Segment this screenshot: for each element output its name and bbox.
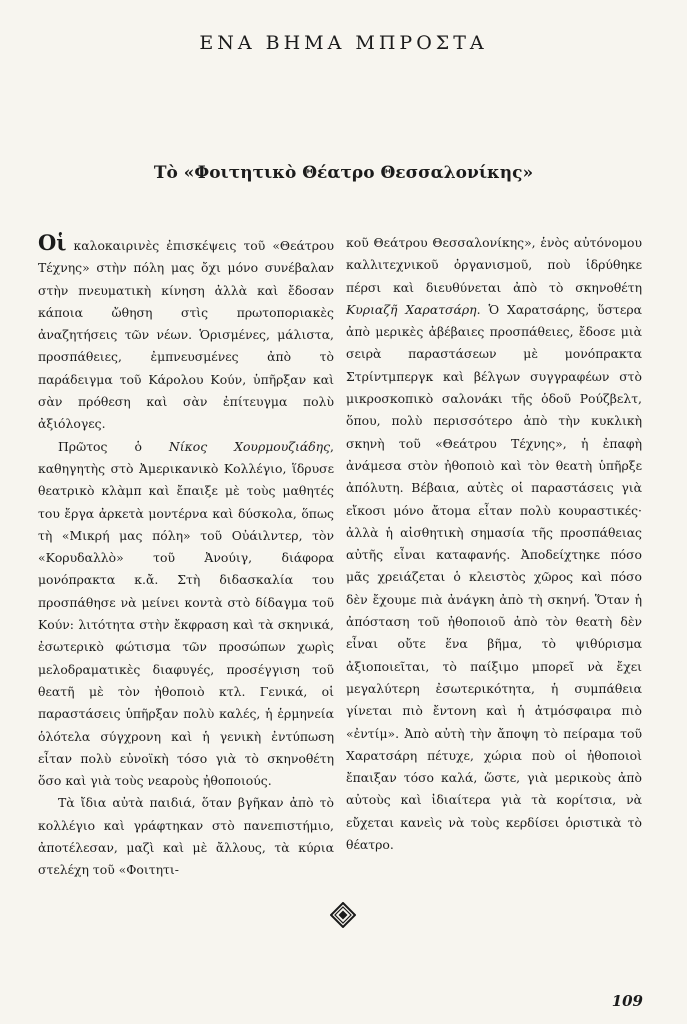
paragraph: Τὰ ἴδια αὐτὰ παιδιά, ὅταν βγῆκαν ἀπὸ τὸ κολλέγιο καὶ γράφτηκαν στὸ πανεπιστήμιο, ἀποτέλεσαν, μαζὶ καὶ μὲ ἄλλους, τὰ κύρια στελέχη τοῦ «Φοιτητι- — [38, 795, 334, 878]
paragraph — [38, 232, 334, 436]
article-title: Τὸ «Φοιτητικὸ Θέατρο Θεσσαλονίκης» — [153, 163, 534, 183]
paragraph — [346, 232, 642, 856]
paragraph-text: καλοκαιρινὲς ἐπισκέψεις τοῦ «Θεάτρου Τέχνης» στὴν πόλη μας ὄχι μόνο συνέβαλαν στὴν πνευματικὴ κίνηση ἀλλὰ καὶ ἔδοσαν κάποια ὤθηση στὶς πρωτοποριακὲς ἀναζητήσεις τῶν νέων. Ὁρισμένες, μάλιστα, προσπάθειες, ἐμπνευσμένες ἀπὸ τὸ παράδειγμα τοῦ Κάρολου Κούν, ὑπῆρξαν καὶ σὰν πρόθεση καὶ σὰν ἐπίτευγμα πολὺ ἀξιόλογες. — [38, 238, 334, 432]
paragraph-text: κοῦ Θεάτρου Θεσσαλονίκης», ἑνὸς αὐτόνομου καλλιτεχνικοῦ ὀργανισμοῦ, ποὺ ἱδρύθηκε πέρσι καὶ διευθύνεται ἀπὸ τὸ σκηνοθέτη — [346, 235, 642, 295]
diamond-ornament-icon — [330, 902, 356, 928]
paragraph — [38, 436, 334, 793]
paragraph-text: . Ὁ Χαρατσάρης, ὕστερα ἀπὸ μερικὲς ἀβέβαιες προσπάθειες, ἔδοσε μιὰ σειρὰ παραστάσεων μὲ μονόπρακτα Στρίντμπεργκ καὶ βέλγων συγγραφέων στὸ μικροσκοπικὸ σαλονάκι τῆς ὁδοῦ Ρούζβελτ, ὅπου, πολὺ περισσότερο ἀπὸ τὴν κυκλικὴ σκηνὴ τοῦ «Θεάτρου Τέχνης», ἡ ἐπαφὴ ἀνάμεσα στὸν ἠθοποιὸ καὶ τὸν θεατὴ ὑπῆρξε ἀπόλυτη. Βέβαια, αὐτὲς οἱ παραστάσεις γιὰ εἴκοσι μόνο ἄτομα εἶταν πολὺ κουραστικές· ἀλλὰ ἡ αἰσθητικὴ σημασία τῆς προσπάθειας αὐτῆς εἶναι καταφανής. Ἀποδείχτηκε πόσο μᾶς χρειάζεται ὁ κλειστὸς χῶρος καὶ πόσο δὲν ἔχουμε πιὰ ἀνάγκη ἀπὸ τὴ σκηνή. Ὅταν ἡ ἀπόσταση τοῦ ἠθοποιοῦ ἀπὸ τὸν θεατὴ δὲν εἶναι οὔτε ἕνα βῆμα, τὸ ψιθύρισμα ἀξιοποιεῖται, τὸ παίξιμο μπορεῖ νὰ ἔχει μεγαλύτερη ἐσωτερικότητα, ἡ συμπάθεια γίνεται πιὸ ἔντονη καὶ ἡ ἀτμόσφαιρα πιὸ «ἐντίμ». Ἀπὸ αὐτὴ τὴν ἄποψη τὸ πείραμα τοῦ Χαρατσάρη πέτυχε, χώρια ποὺ οἱ ἠθοποιοὶ ἔπαιξαν τόσο καλά, ὥστε, γιὰ μερικοὺς ἀπὸ αὐτοὺς καὶ ἰδιαίτερα γιὰ τὰ κορίτσια, νὰ εὔχεται κανεὶς νὰ τοὺς κερδίσει ὁριστικὰ τὸ θέατρο. — [346, 301, 642, 853]
left-column — [38, 232, 334, 882]
drop-cap: Οἱ — [38, 230, 67, 255]
paragraph-text: , καθηγητὴς στὸ Ἀμερικανικὸ Κολλέγιο, ἵδρυσε θεατρικὸ κλὰμπ καὶ ἔπαιξε μὲ τοὺς μαθητές του ἔργα ἀρκετὰ μοντέρνα καὶ δύσκολα, ὅπως τὴ «Μικρή μας πόλη» τοῦ Οὐάιλντερ, τὸν «Κορυδαλλὸ» τοῦ Ἀνούιγ, διάφορα μονόπρακτα κ.ἄ. Στὴ διδασκαλία του προσπάθησε νὰ μείνει κοντὰ στὸ δίδαγμα τοῦ Κούν: λιτότητα στὴν ἔκφραση καὶ τὰ σκηνικά, ἐσωτερικὸ φώτισμα τῶν προσώπων χωρὶς μελοδραματικὲς διαφυγές, προσέγγιση τοῦ θεατῆ μὲ τὸν ἠθοποιὸ κτλ. Γενικά, οἱ παραστάσεις ὑπῆρξαν πολὺ καλές, ἡ ἑρμηνεία ὁλότελα σύγχρονη καὶ ἡ γενικὴ ἐντύπωση εἶταν πολὺ εὐνοϊκὴ τόσο γιὰ τὸ σκηνοθέτη ὅσο καὶ γιὰ τοὺς νεαροὺς ἠθοποιούς. — [38, 438, 334, 789]
paragraph-text: Πρῶτος ὁ — [58, 438, 169, 454]
running-head: ΕΝΑ ΒΗΜΑ ΜΠΡΟΣΤΑ — [199, 32, 488, 54]
right-column — [346, 232, 642, 856]
person-name: Νίκος Χουρμουζιάδης — [168, 438, 331, 454]
person-name: Κυριαζῆ Χαρατσάρη — [346, 301, 477, 317]
page-number: 109 — [611, 992, 643, 1010]
